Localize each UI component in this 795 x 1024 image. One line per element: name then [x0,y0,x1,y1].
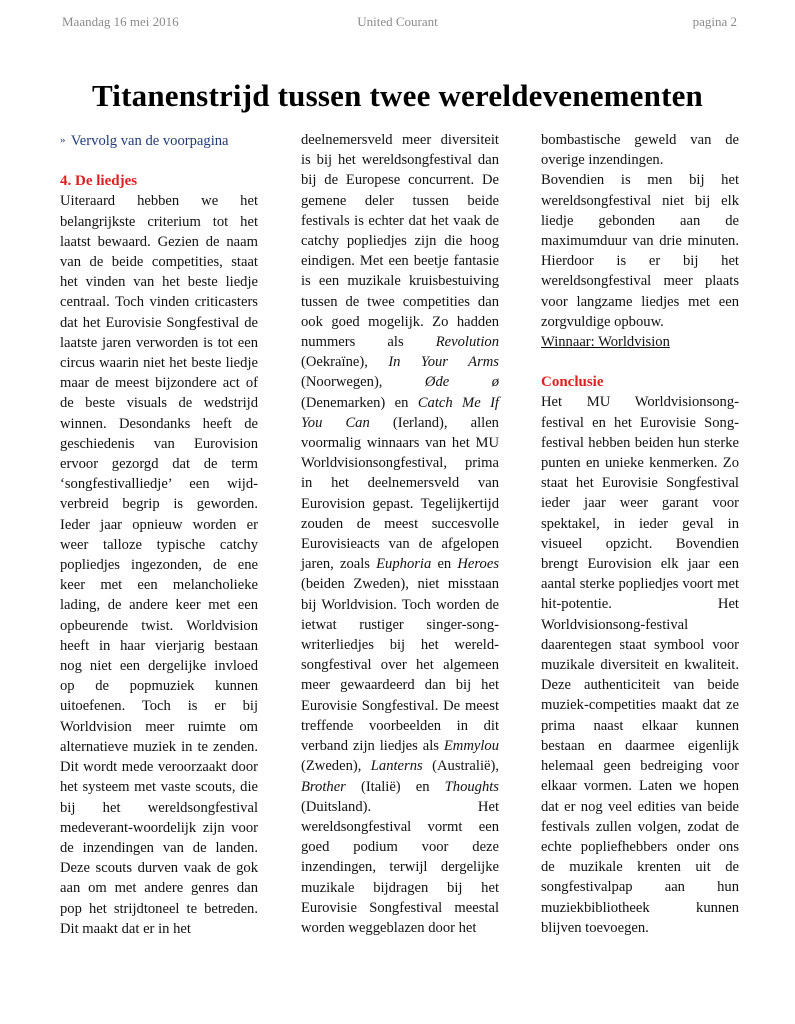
song-brother: Brother [301,778,346,795]
liedjes-text-t6: (beiden Zweden), niet misstaan bij Worldvision. Toch worden de ietwat rustiger singer-song-writerliedjes bij het wereld-songfestival over het algemeen meer gewaardeerd dan bij het Eurovisie Songfestival. De meest treffende voorbeelden in dit verband zijn liedjes als [301,576,499,755]
liedjes-text-t7: (Zweden), [301,758,371,775]
song-emmylou: Emmylou [443,738,499,755]
liedjes-text-t5: en [431,556,458,573]
section-heading-conclusie: Conclusie [541,374,604,391]
liedjes-paragraph-2: Bovendien is men bij het wereldsongfestival niet bij elk liedje gebonden aan de maximumduur van drie minuten. Hierdoor is er bij het wereldsongfestival meer plaats voor langzame liedjes met een zorgvuldige opbouw. [541,172,739,330]
liedjes-text-t3: (Denemarken) en [301,394,418,411]
liedjes-paragraph-part1 [60,191,258,939]
song-in-your-arms: In Your Arms [388,354,499,371]
header-date: Maandag 16 mei 2016 [62,14,179,29]
continuation-marker: » [60,134,66,146]
song-lanterns: Lanterns [370,758,423,775]
liedjes-text-t10a: (Duitsland). Het wereldsongfestival vormt een goed podium voor deze inzendingen, terwijl dergelijke muzikale bijdragen bij het Eurovisie Songfestival meestal worden weggeblazen door het [301,798,499,936]
article-title: Titanenstrijd tussen twee wereldevenementen [91,78,703,113]
liedjes-text-t1: (Oekraïne), [301,354,389,371]
column-2 [301,130,499,938]
liedjes-text-1a: Uiteraard hebben we het belangrijkste criterium tot het laatst bewaard. Gezien de naam van de beide competities, staat het vinden van het beste liedje centraal. Toch vinden criticasters dat het Eurovisie Songfestival de laatste jaren verworden is tot een circus waarin niet het beste liedje maar de meest bijzondere act of de beste visuals de wedstrijd winnen. Desondanks heeft de geschiedenis van Eurovision ervoor gezorgd dat de term ‘songfestivalliedje’ een wijd-verbreid begrip is geworden. Ieder jaar opnieuw worden er weer talloze typische catchy popliedjes ingezonden, de ene keer met een melancholieke lading, de andere keer met een opbeurende twist. Worldvision heeft in haar vierjarig bestaan nog niet een dergelijke invloed op de popmuziek kunnen uitoefenen. Toch is er bij Worldvision meer ruimte om alternatieve muziek in te zenden. Dit wordt mede veroorzaakt door het systeem met vaste scouts, die bij het wereldsongfestival medeverant-woordelijk zijn voor de inzendingen van de landen. Deze scouts durven vaak de gok aan om met andere genres dan pop het strijdtoneel te betreden. Dit maakt dat er in het [60,193,258,937]
liedjes-paragraph-part2 [301,130,499,938]
song-revolution: Revolution [435,334,499,351]
song-heroes: Heroes [457,556,499,573]
liedjes-text-2a: deelnemersveld meer diversiteit is bij het wereldsongfestival dan bij de Europese concurrent. De gemene deler tussen beide festivals is echter dat het vaak de catchy popliedjes zijn die hoog eindigen. Met een beetje fantasie is een muzikale kruisbestuiving tussen de twee competities dan ook goed mogelijk. Zo hadden nummers als [301,132,499,351]
header-page-number: pagina 2 [692,14,737,29]
song-thoughts: Thoughts [444,778,499,795]
column-3 [541,130,739,938]
liedjes-text-t8: (Australië), [422,758,499,775]
liedjes-text-t4: (Ierland), allen voormalig winnaars van het MU Worldvisionsongfestival, prima in het deelnemersveld van Eurovision gepast. Tegelijkertijd zouden de meest succesvolle Eurovisieacts van de afgelopen jaren, zoals [301,414,499,573]
liedjes-text-t2: (Noorwegen), [301,374,425,391]
continuation-text: Vervolg van de voorpagina [70,133,229,149]
verdict-winner: Winnaar: Worldvision [541,334,670,351]
song-ode-o: Øde ø [424,374,499,391]
song-catch-me-if-you-can: Catch Me If You Can [301,394,499,431]
liedjes-paragraph-part3: bombastische geweld van de overige inzendingen. [541,132,739,169]
header-publication: United Courant [357,14,438,29]
continuation-link[interactable] [60,130,258,151]
conclusion-paragraph: Het MU Worldvisionsong-festival en het Eurovisie Song-festival hebben beiden hun sterke punten en unieke kenmerken. Zo staat het Eurovisie Songfestival ieder jaar weer garant voor spektakel, in ieder geval in visueel opzicht. Bovendien brengt Eurovision elk jaar een aantal sterke popliedjes voort met hit-potentie. Het Worldvisionsong-festival daarentegen staat symbool voor muzikale diversiteit en kwaliteit. Deze authenticiteit van beide muziek-competities maakt dat ze prima naast elkaar kunnen bestaan en daarmee eigenlijk helemaal geen bedreiging voor elkaar vormen. Laten we hopen dat er nog veel edities van beide festivals zullen volgen, zodat de echte popliefhebbers onder ons de muzikale krenten uit de songfestivalpap aan hun muziekbibliotheek kunnen blijven toevoegen. [541,394,739,936]
column-1 [60,130,258,939]
liedjes-text-t9: (Italië) en [345,778,445,795]
song-euphoria: Euphoria [376,556,432,573]
section-heading-liedjes: 4. De liedjes [60,173,138,190]
